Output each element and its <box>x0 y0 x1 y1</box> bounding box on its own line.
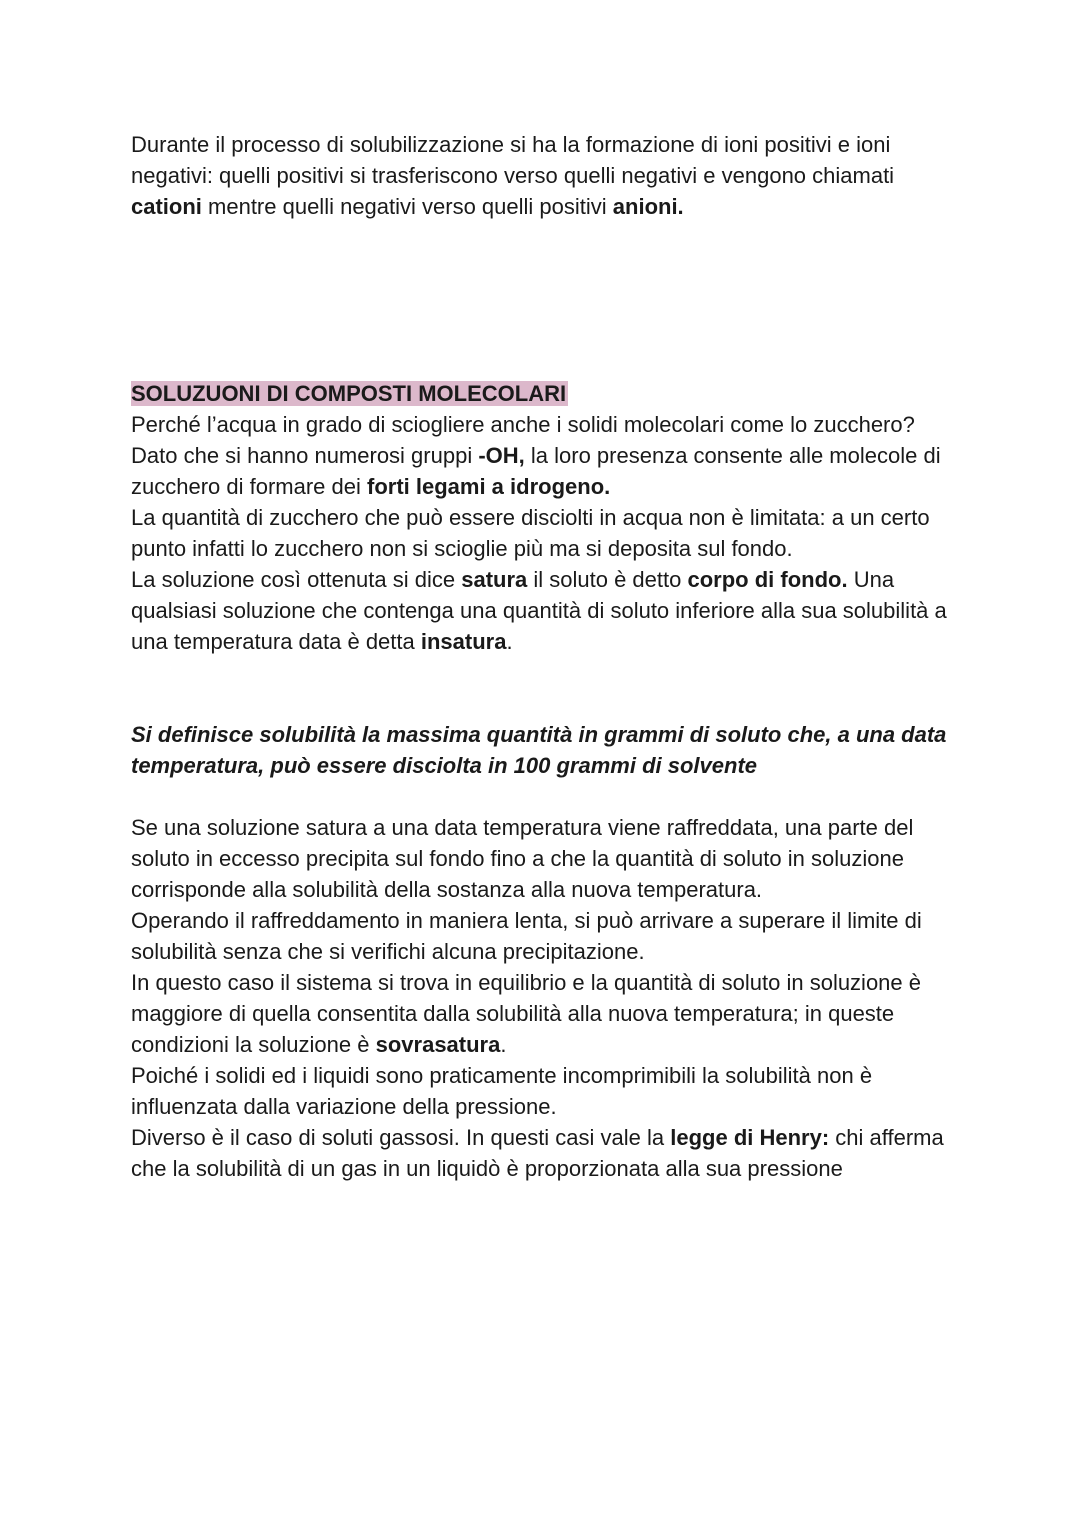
equilibrium-paragraph <box>131 967 971 1060</box>
cationi-term: cationi <box>131 194 202 219</box>
spacer <box>131 781 971 812</box>
intro-paragraph <box>131 129 971 222</box>
corpo-di-fondo-term: corpo di fondo. <box>687 567 848 592</box>
oh-text-1: Dato che si hanno numerosi gruppi <box>131 443 479 468</box>
anioni-term: anioni. <box>612 194 684 219</box>
document-page <box>131 129 971 1184</box>
intro-text-1: Durante il processo di solubilizzazione si ha la formazione di ioni positivi e ioni negativi: quelli positivi si trasferiscono verso quelli negativi e vengono chiamati <box>131 132 895 188</box>
satura-text-4: . <box>506 629 513 654</box>
section-heading: SOLUZUONI DI COMPOSTI MOLECOLARI <box>131 381 567 406</box>
oh-text-2: la loro presenza consente alle molecole di zucchero di formare dei <box>131 443 941 499</box>
satura-text-1: La soluzione così ottenuta si dice <box>131 567 462 592</box>
henry-text-2: chi afferma che la solubilità di un gas in un liquidò è proporzionata alla sua pressione <box>131 1125 944 1181</box>
henry-paragraph <box>131 1122 971 1184</box>
sovrasatura-term: sovrasatura <box>375 1032 501 1057</box>
oh-paragraph <box>131 440 971 502</box>
spacer <box>131 222 971 378</box>
insatura-term: insatura <box>420 629 507 654</box>
section-heading-line <box>131 378 971 409</box>
henry-law-term: legge di Henry: <box>670 1125 830 1150</box>
cooling-paragraph: Se una soluzione satura a una data temperatura viene raffreddata, una parte del soluto in eccesso precipita sul fondo fino a che la quantità di soluto in soluzione corrisponde alla solubilità della sostanza alla nuova temperatura. <box>131 815 914 902</box>
spacer <box>131 657 971 719</box>
satura-paragraph <box>131 564 971 657</box>
limit-paragraph: La quantità di zucchero che può essere disciolti in acqua non è limitata: a un certo punto infatti lo zucchero non si scioglie più ma si deposita sul fondo. <box>131 505 930 561</box>
solubility-definition: Si definisce solubilità la massima quantità in grammi di soluto che, a una data temperatura, può essere disciolta in 100 grammi di solvente <box>131 722 947 778</box>
hydrogen-bonds-term: forti legami a idrogeno. <box>367 474 611 499</box>
question-paragraph: Perché l’acqua in grado di sciogliere anche i solidi molecolari come lo zucchero? <box>131 412 915 437</box>
oh-term: -OH, <box>478 443 525 468</box>
equilibrium-text-1: In questo caso il sistema si trova in equilibrio e la quantità di soluto in soluzione è maggiore di quella consentita dalla solubilità alla nuova temperatura; in queste condizioni la soluzione è <box>131 970 922 1057</box>
slow-cooling-paragraph: Operando il raffreddamento in maniera lenta, si può arrivare a superare il limite di solubilità senza che si verifichi alcuna precipitazione. <box>131 908 922 964</box>
satura-term: satura <box>461 567 528 592</box>
henry-text-1: Diverso è il caso di soluti gassosi. In questi casi vale la <box>131 1125 671 1150</box>
intro-text-2: mentre quelli negativi verso quelli positivi <box>201 194 613 219</box>
satura-text-3: Una qualsiasi soluzione che contenga una quantità di soluto inferiore alla sua solubilità a una temperatura data è detta <box>131 567 947 654</box>
pressure-paragraph: Poiché i solidi ed i liquidi sono praticamente incomprimibili la solubilità non è influenzata dalla variazione della pressione. <box>131 1063 873 1119</box>
equilibrium-text-2: . <box>500 1032 507 1057</box>
satura-text-2: il soluto è detto <box>527 567 688 592</box>
